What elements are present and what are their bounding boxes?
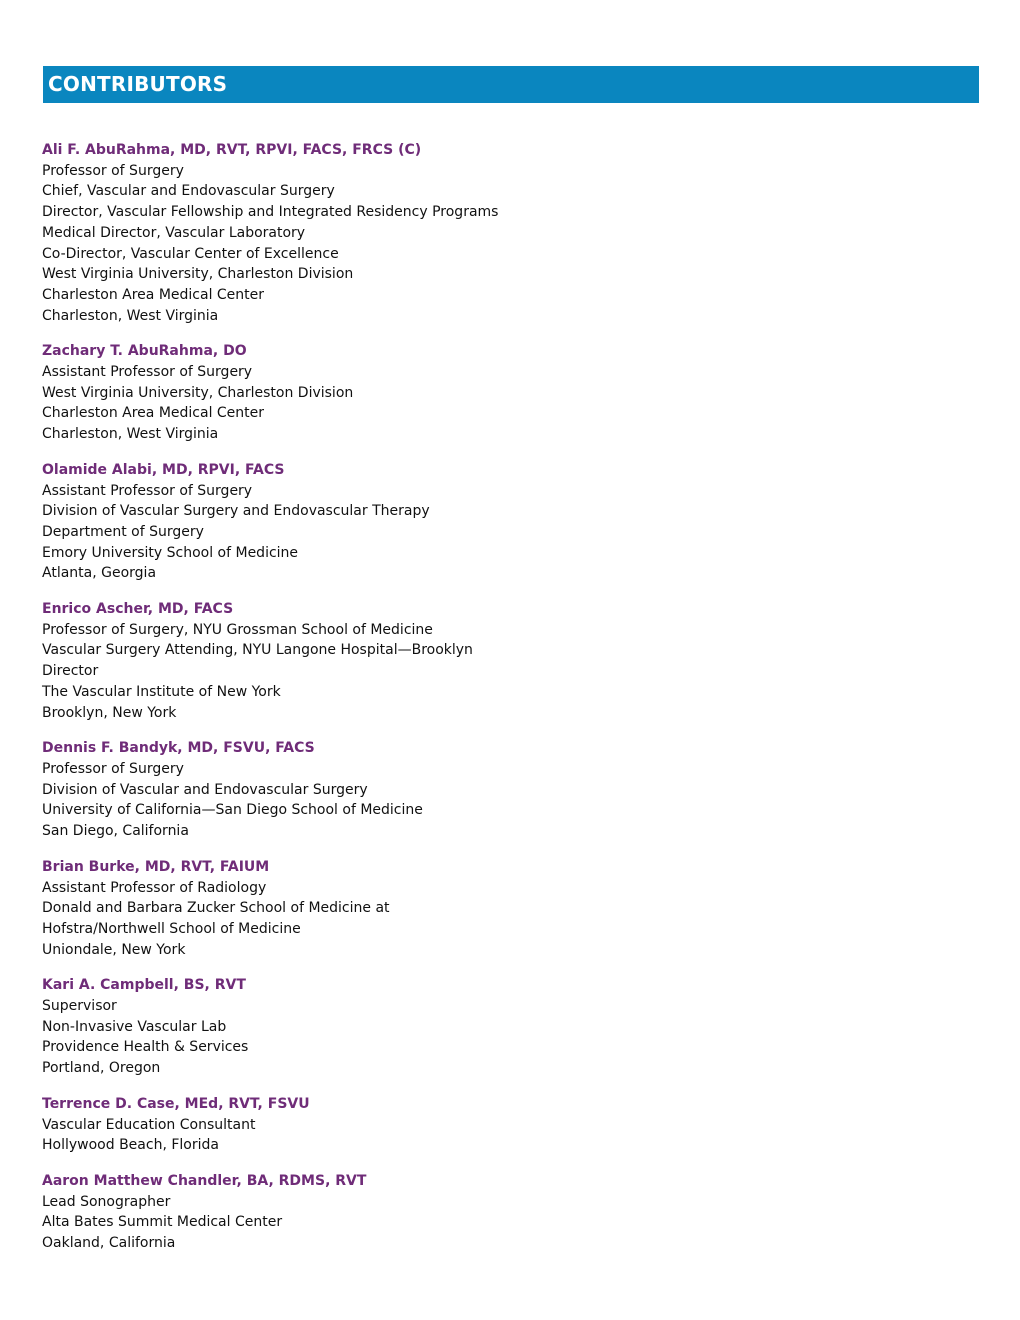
- contributor-entry: [42, 857, 942, 961]
- contributor-name: Brian Burke, MD, RVT, FAIUM: [42, 858, 270, 875]
- affiliation-line: Charleston, West Virginia: [42, 307, 219, 324]
- affiliation-line: Division of Vascular Surgery and Endovascular Therapy: [42, 503, 430, 520]
- affiliation-line: Lead Sonographer: [42, 1193, 171, 1210]
- contributor-entry: [42, 975, 942, 1079]
- affiliation-line: Assistant Professor of Surgery: [42, 364, 253, 381]
- affiliation-line: West Virginia University, Charleston Division: [42, 266, 354, 283]
- affiliation-line: Alta Bates Summit Medical Center: [42, 1214, 283, 1231]
- affiliation-line: Providence Health & Services: [42, 1039, 249, 1056]
- contributor-name: Aaron Matthew Chandler, BA, RDMS, RVT: [42, 1172, 367, 1189]
- contributor-entry: [42, 341, 942, 445]
- affiliation-line: Emory University School of Medicine: [42, 544, 299, 561]
- contributor-entry: [42, 1171, 942, 1254]
- affiliation-line: Hofstra/Northwell School of Medicine: [42, 920, 301, 937]
- contributor-name: Kari A. Campbell, BS, RVT: [42, 977, 246, 994]
- affiliation-line: Chief, Vascular and Endovascular Surgery: [42, 183, 335, 200]
- affiliation-line: Portland, Oregon: [42, 1060, 161, 1077]
- affiliation-line: Charleston Area Medical Center: [42, 286, 265, 303]
- contributor-name: Ali F. AbuRahma, MD, RVT, RPVI, FACS, FRCS (C): [42, 142, 422, 158]
- contributor-name: Olamide Alabi, MD, RPVI, FACS: [42, 461, 285, 478]
- page-title: CONTRIBUTORS: [48, 72, 228, 96]
- affiliation-line: Non-Invasive Vascular Lab: [42, 1018, 227, 1035]
- contributor-entry: [42, 599, 942, 723]
- affiliation-line: Supervisor: [42, 998, 117, 1015]
- contributor-entry: [42, 140, 942, 326]
- affiliation-line: Professor of Surgery, NYU Grossman School of Medicine: [42, 621, 433, 638]
- affiliation-line: Charleston Area Medical Center: [42, 405, 265, 422]
- affiliation-line: Medical Director, Vascular Laboratory: [42, 224, 306, 241]
- affiliation-line: University of California—San Diego School of Medicine: [42, 802, 423, 819]
- contributor-entry: [42, 738, 942, 842]
- affiliation-line: Professor of Surgery: [42, 760, 184, 777]
- affiliation-line: San Diego, California: [42, 823, 189, 840]
- affiliation-line: Oakland, California: [42, 1235, 176, 1252]
- affiliation-line: The Vascular Institute of New York: [42, 683, 281, 700]
- affiliation-line: Vascular Surgery Attending, NYU Langone Hospital—Brooklyn: [42, 642, 473, 659]
- affiliation-line: Director: [42, 663, 99, 680]
- contributor-name: Zachary T. AbuRahma, DO: [42, 343, 247, 360]
- affiliation-line: West Virginia University, Charleston Division: [42, 384, 354, 401]
- contributor-name: Terrence D. Case, MEd, RVT, FSVU: [42, 1095, 310, 1112]
- affiliation-line: Division of Vascular and Endovascular Surgery: [42, 781, 368, 798]
- affiliation-line: Donald and Barbara Zucker School of Medicine at: [42, 900, 390, 917]
- affiliation-line: Department of Surgery: [42, 523, 204, 540]
- affiliation-line: Uniondale, New York: [42, 941, 186, 958]
- contributor-name: Enrico Ascher, MD, FACS: [42, 601, 234, 618]
- affiliation-line: Atlanta, Georgia: [42, 565, 157, 582]
- contributor-entry: [42, 1094, 942, 1156]
- affiliation-line: Charleston, West Virginia: [42, 426, 219, 443]
- affiliation-line: Assistant Professor of Surgery: [42, 482, 253, 499]
- affiliation-line: Co-Director, Vascular Center of Excellence: [42, 245, 339, 262]
- affiliation-line: Professor of Surgery: [42, 162, 184, 179]
- contributor-entry: [42, 460, 942, 584]
- affiliation-line: Assistant Professor of Radiology: [42, 879, 267, 896]
- affiliation-line: Vascular Education Consultant: [42, 1116, 256, 1133]
- contributor-name: Dennis F. Bandyk, MD, FSVU, FACS: [42, 740, 315, 757]
- affiliation-line: Brooklyn, New York: [42, 704, 177, 721]
- contributors-list: [42, 140, 942, 1269]
- affiliation-line: Hollywood Beach, Florida: [42, 1137, 219, 1154]
- affiliation-line: Director, Vascular Fellowship and Integrated Residency Programs: [42, 204, 499, 221]
- section-header-bar: [43, 66, 979, 103]
